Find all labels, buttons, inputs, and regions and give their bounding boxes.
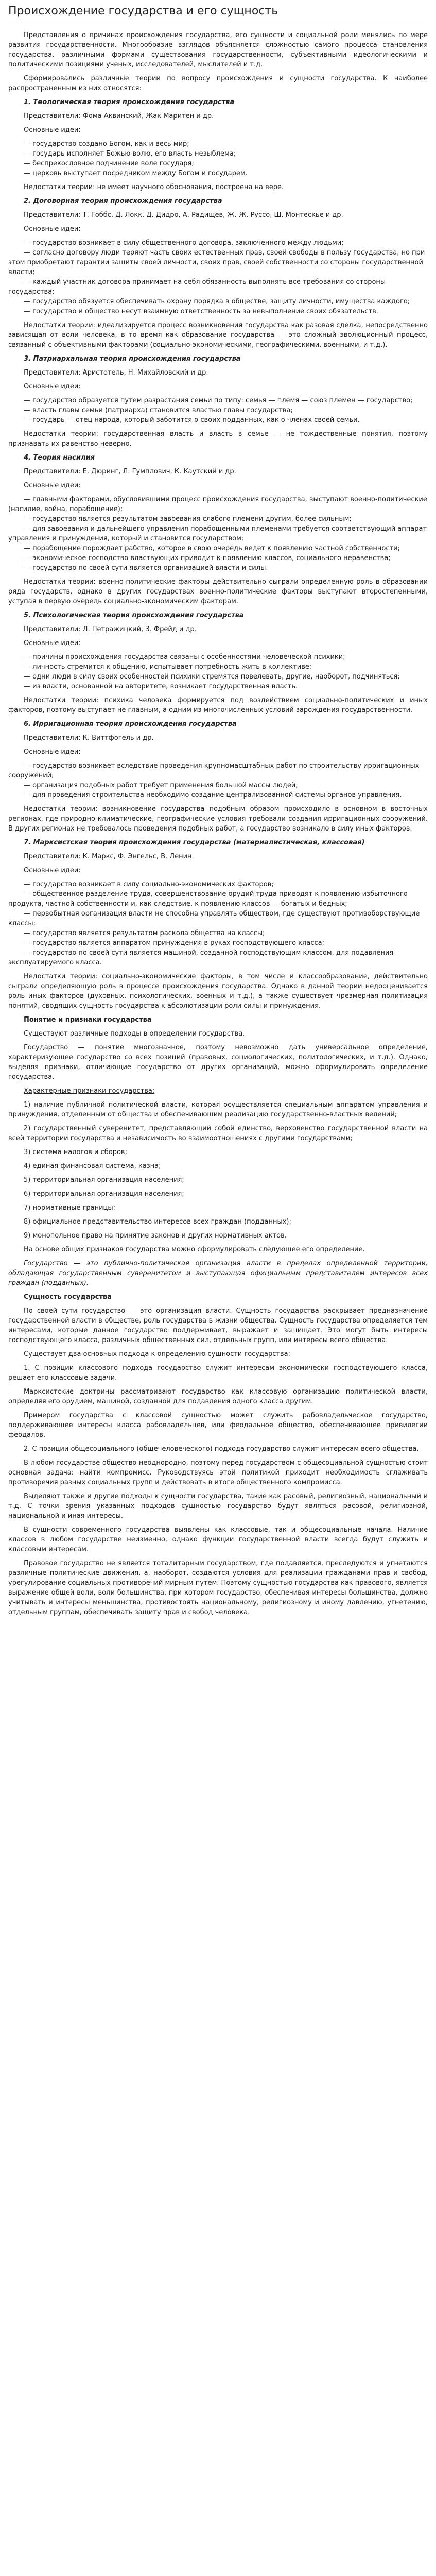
- representatives-names: Е. Дюринг, Л. Гумплович, К. Каутский и др.: [82, 468, 236, 476]
- ideas-label: Основные идеи:: [24, 867, 81, 874]
- theory-flaws: Недостатки теории: психика человека формируется под воздействием социально-политических и иных факторов, поэтому выступает не главным, а одним из многочисленных условий зарождения государственности.: [8, 697, 428, 714]
- idea-item: — государство создано Богом, как и весь мир;: [24, 140, 189, 148]
- feature-item: 5) территориальная организация населения;: [24, 1176, 184, 1184]
- representatives-label: Представители:: [24, 853, 81, 860]
- idea-item: — каждый участник договора принимает на себя обязанность выполнять все требования со стороны государства;: [8, 278, 386, 296]
- theory-heading: 3. Патриархальная теория происхождения государства: [24, 355, 241, 363]
- theory-representatives: [8, 111, 428, 121]
- essence-paragraph: Существует два основных подхода к определению сущности государства:: [24, 1350, 290, 1358]
- feature-item: 9) монопольное право на принятие законов и других нормативных актов.: [24, 1232, 287, 1240]
- page-title: Происхождение государства и его сущность: [8, 4, 428, 23]
- idea-item: — первобытная организация власти не способна управлять обществом, где существуют противоборствующие классы;: [8, 910, 420, 927]
- features-heading: Характерные признаки государства:: [24, 1087, 155, 1095]
- theory-representatives: [8, 733, 428, 743]
- essence-paragraph: В любом государстве общество неоднородно, поэтому перед государством с общесоциальной сущностью стоит основная задача: найти компромисс. Руководствуясь этой политикой приходит необходимость сглаживать противоречия разных социальных групп и действовать в итоге общественного компромисса.: [8, 1459, 428, 1486]
- essence-paragraph: 1. С позиции классового подхода государство служит интересам экономически господствующего класса, решает его классовые задачи.: [8, 1364, 428, 1382]
- document-page: [8, 4, 428, 1617]
- idea-item: — государство по своей сути является организацией власти и силы.: [24, 564, 268, 572]
- feature-item: 4) единая финансовая система, казна;: [24, 1162, 161, 1170]
- idea-item: — государство является результатом раскола общества на классы;: [24, 929, 265, 937]
- idea-item: — организация подобных работ требует применения большой массы людей;: [24, 782, 298, 789]
- feature-item: 2) государственный суверенитет, представляющий собой единство, верховенство государственной власти на всей территории государства и независимость во взаимоотношениях с другими государствами;: [8, 1125, 428, 1142]
- representatives-names: Т. Гоббс, Д. Локк, Д. Дидро, А. Радищев, Ж.-Ж. Руссо, Ш. Монтескье и др.: [82, 211, 343, 219]
- idea-item: — государство возникает в силу социально-экономических факторов;: [24, 880, 274, 888]
- theory-flaws: Недостатки теории: военно-политические факторы действительно сыграли определенную роль в образовании ряда государств, однако в других государствах военно-политические факторы выступают второстепенными, уступая в первую очередь социально-экономическим факторам.: [8, 578, 428, 605]
- feature-item: 1) наличие публичной политической власти, которая осуществляется специальным аппаратом управления и принуждения, отделенным от общества и обеспечивающим реализацию государственно-властных велений;: [8, 1101, 428, 1118]
- concept-paragraph: Государство — понятие многозначное, поэтому невозможно дать универсальное определение, характеризующее государство со всех позиций (правовых, социологических, политологических, и т.д.). Однако, выделяя признаки, отличающие государство от других организаций, можно сформулировать определение государства.: [8, 1044, 428, 1081]
- idea-item: — государство обязуется обеспечивать охрану порядка в обществе, защиту личности, имущества каждого;: [24, 298, 410, 306]
- intro-paragraph: Представления о причинах происхождения государства, его сущности и социальной роли менялись по мере развития государственности. Многообразие взглядов объясняется сложностью самого процесса становления государства, различными формами существования государственности, субъективными идеологическими и политическими позициями ученых, исследователей, мыслителей и т.д.: [8, 31, 428, 69]
- essence-paragraph: Выделяют также и другие подходы к сущности государства, такие как расовый, религиозный, национальный и т.д. С точки зрения указанных подходов сущностью государство будут являться расовой, религиозной, национальной и иная интересы.: [8, 1493, 428, 1520]
- idea-item: — государство возникает вследствие проведения крупномасштабных работ по строительству ирригационных сооружений;: [8, 762, 420, 779]
- ideas-list: [8, 879, 428, 968]
- representatives-label: Представители:: [24, 468, 81, 476]
- essence-paragraph: По своей сути государство — это организация власти. Сущность государства раскрывает предназначение государственной власти в обществе, роль государства в жизни общества. Сущность государства определяется тем интересами, которые данное государство поддерживает, выражает и защищает. Это могут быть интересы господствующего класса, различных общественных сил, отдельных групп, или интересы всего общества.: [8, 1307, 428, 1344]
- idea-item: — государство образуется путем разрастания семьи по типу: семья — племя — союз племен — государство;: [24, 397, 413, 404]
- idea-item: — для завоевания и дальнейшего управления порабощенными племенами требуется соответствующий аппарат управления и принуждения, который и становится государством;: [8, 525, 427, 543]
- idea-item: — государь исполняет Божью волю, его власть незыблема;: [24, 150, 236, 158]
- idea-item: — для проведения строительства необходимо создание централизованной системы органов управления.: [24, 791, 402, 799]
- ideas-label: Основные идеи:: [24, 225, 81, 233]
- representatives-label: Представители:: [24, 112, 81, 120]
- idea-item: — общественное разделение труда, совершенствование орудий труда приводят к появлению избыточного продукта, частной собственности и, как следствие, к появлению классов — богатых и бедных;: [8, 890, 408, 908]
- idea-item: — согласно договору люди теряют часть своих естественных прав, своей свободы в пользу государства, но при этом приобретают гарантии защиты своей личности, своих прав, своей собственности со стороны государственной власти;: [8, 249, 425, 276]
- idea-item: — государство и общество несут взаимную ответственность за невыполнение своих обязательств.: [24, 308, 378, 315]
- concept-paragraph: На основе общих признаков государства можно сформулировать следующее его определение.: [24, 1246, 365, 1253]
- essence-paragraph: Правовое государство не является тоталитарным государством, где подавляется, преследуются и угнетаются различные политические движения, а, наоборот, создаются условия для реализации гражданами прав и свобод, урегулирование социальных противоречий мирным путем. Поэтому сущностью государства как правового, является выражение общей воли, воли большинства, при котором государство, обеспечивая интересы большинства, должно учитывать и интересы меньшинства, противостоять национальному, религиозному и иному давлению, угнетению, отдельным группам, обеспечивать защиту прав и свобод человека.: [8, 1560, 428, 1616]
- theory-heading: 7. Марксистская теория происхождения государства (материалистическая, классовая): [24, 839, 365, 846]
- ideas-label: Основные идеи:: [24, 383, 81, 391]
- theory-heading: 6. Ирригационная теория происхождения государства: [24, 720, 237, 728]
- representatives-names: К. Виттфогель и др.: [82, 734, 154, 742]
- idea-item: — причины происхождения государства связаны с особенностями человеческой психики;: [24, 653, 345, 661]
- ideas-list: [8, 761, 428, 800]
- state-definition: Государство — это публично-политическая организация власти в пределах определенной территории, обладающая государственным суверенитетом и выступающая официальным представителем интересов всех граждан (подданных).: [8, 1260, 428, 1287]
- theory-representatives: [8, 368, 428, 378]
- representatives-label: Представители:: [24, 211, 81, 219]
- feature-item: 8) официальное представительство интересов всех граждан (подданных);: [24, 1218, 291, 1226]
- representatives-names: Л. Петражицкий, З. Фрейд и др.: [82, 625, 197, 633]
- theory-flaws: Недостатки теории: социально-экономические факторы, в том числе и классообразование, действительно сыграли определяющую роль в процессе происхождения государства. Однако в данной теории недооценивается роль иных факторов (духовных, психологических, военных и т.д.), а также существует чрезмерная политизация понятий, сводящих сущность государства к абсолютизации роли силы и принуждения.: [8, 973, 428, 1010]
- idea-item: — экономическое господство властвующих приводит к появлению классов, социального неравенства;: [24, 554, 391, 562]
- idea-item: — государь — отец народа, который заботится о своих подданных, как о членах своей семьи.: [24, 416, 360, 424]
- idea-item: — беспрекословное подчинение воле государя;: [24, 160, 194, 167]
- ideas-list: [8, 139, 428, 178]
- ideas-label: Основные идеи:: [24, 748, 81, 756]
- feature-item: 3) система налогов и сборов;: [24, 1148, 127, 1156]
- idea-item: — государство является результатом завоевания слабого племени другим, более сильным;: [24, 515, 352, 523]
- ideas-list: [8, 396, 428, 425]
- ideas-label: Основные идеи:: [24, 639, 81, 647]
- representatives-label: Представители:: [24, 369, 81, 377]
- theory-flaws: Недостатки теории: идеализируется процесс возникновения государства как разовая сделка, непосредственно зависящая от воли человека, в то время как образование государства — это сложный эволюционный процесс, связанный с объективными факторами (социально-экономическими, географическими, военными, и т.д.).: [8, 321, 428, 349]
- theory-flaws: Недостатки теории: не имеет научного обоснования, построена на вере.: [24, 183, 284, 191]
- concept-paragraph: Существуют различные подходы в определении государства.: [24, 1030, 245, 1038]
- idea-item: — из власти, основанной на авторитете, возникает государственная власть.: [24, 683, 298, 690]
- essence-paragraph: Марксистские доктрины рассматривают государство как классовую организацию политической власти, определяя его орудием, машиной, созданной для подавления одного класса другим.: [8, 1388, 428, 1405]
- ideas-label: Основные идеи:: [24, 482, 81, 489]
- ideas-label: Основные идеи:: [24, 126, 81, 134]
- idea-item: — государство возникает в силу общественного договора, заключенного между людьми;: [24, 239, 344, 247]
- theory-representatives: [8, 624, 428, 634]
- theory-representatives: [8, 467, 428, 477]
- idea-item: — порабощение порождает рабство, которое в свою очередь ведет к появлению частной собственности;: [24, 545, 400, 552]
- theory-heading: 5. Психологическая теория происхождения государства: [24, 612, 244, 619]
- theory-flaws: Недостатки теории: государственная власть и власть в семье — не тождественные понятия, поэтому признавать их равенство неверно.: [8, 430, 428, 448]
- ideas-list: [8, 652, 428, 691]
- theory-representatives: [8, 852, 428, 861]
- essence-paragraph: Примером государства с классовой сущностью может служить рабовладельческое государство, поддерживающее интересы класса рабовладельцев, или феодальное общество, обеспечивающее привилегии феодалов.: [8, 1412, 428, 1439]
- idea-item: — главными факторами, обусловившими процесс происхождения государства, выступают военно-политические (насилие, война, порабощение);: [8, 496, 427, 513]
- essence-paragraph: В сущности современного государства выявлены как классовые, так и общесоциальные начала. Наличие классов в любом государстве неизменно, однако функции государственной власти всегда будут служить и классовым интересам.: [8, 1526, 428, 1553]
- idea-item: — государство является аппаратом принуждения в руках господствующего класса;: [24, 939, 325, 947]
- representatives-names: Аристотель, Н. Михайловский и др.: [82, 369, 208, 377]
- idea-item: — личность стремится к общению, испытывает потребность жить в коллективе;: [24, 663, 312, 671]
- idea-item: — власть главы семьи (патриарха) становится властью главы государства;: [24, 406, 293, 414]
- representatives-names: К. Маркс, Ф. Энгельс, В. Ленин.: [82, 853, 194, 860]
- representatives-label: Представители:: [24, 625, 81, 633]
- theory-representatives: [8, 210, 428, 220]
- feature-item: 6) территориальная организация населения;: [24, 1190, 184, 1198]
- idea-item: — государство по своей сути является машиной, созданной господствующим классом, для подавления эксплуатируемого класса.: [8, 949, 394, 967]
- section-heading-concept: Понятие и признаки государства: [24, 1016, 152, 1024]
- ideas-list: [8, 495, 428, 573]
- ideas-list: [8, 238, 428, 316]
- intro-paragraph: Сформировались различные теории по вопросу происхождения и сущности государства. К наиболее распространенным из них относятся:: [8, 75, 428, 92]
- representatives-names: Фома Аквинский, Жак Маритен и др.: [82, 112, 214, 120]
- essence-paragraph: 2. С позиции общесоциального (общечеловеческого) подхода государство служит интересам всего общества.: [24, 1445, 419, 1453]
- theory-heading: 4. Теория насилия: [24, 454, 95, 462]
- theory-flaws: Недостатки теории: возникновение государства подобным образом происходило в основном в восточных регионах, где природно-климатические, географические условия требовали создания ирригационных сооружений. В других регионах не требовалось проведения подобных работ, а государство возникало в силу иных факторов.: [8, 805, 428, 833]
- theory-heading: 2. Договорная теория происхождения государства: [24, 197, 222, 205]
- theory-heading: 1. Теологическая теория происхождения государства: [24, 98, 235, 106]
- feature-item: 7) нормативные границы;: [24, 1204, 116, 1212]
- idea-item: — одни люди в силу своих особенностей психики стремятся повелевать, другие, наоборот, подчиняться;: [24, 673, 400, 681]
- idea-item: — церковь выступает посредником между Богом и государем.: [24, 170, 248, 177]
- representatives-label: Представители:: [24, 734, 81, 742]
- section-heading-essence: Сущность государства: [24, 1293, 112, 1301]
